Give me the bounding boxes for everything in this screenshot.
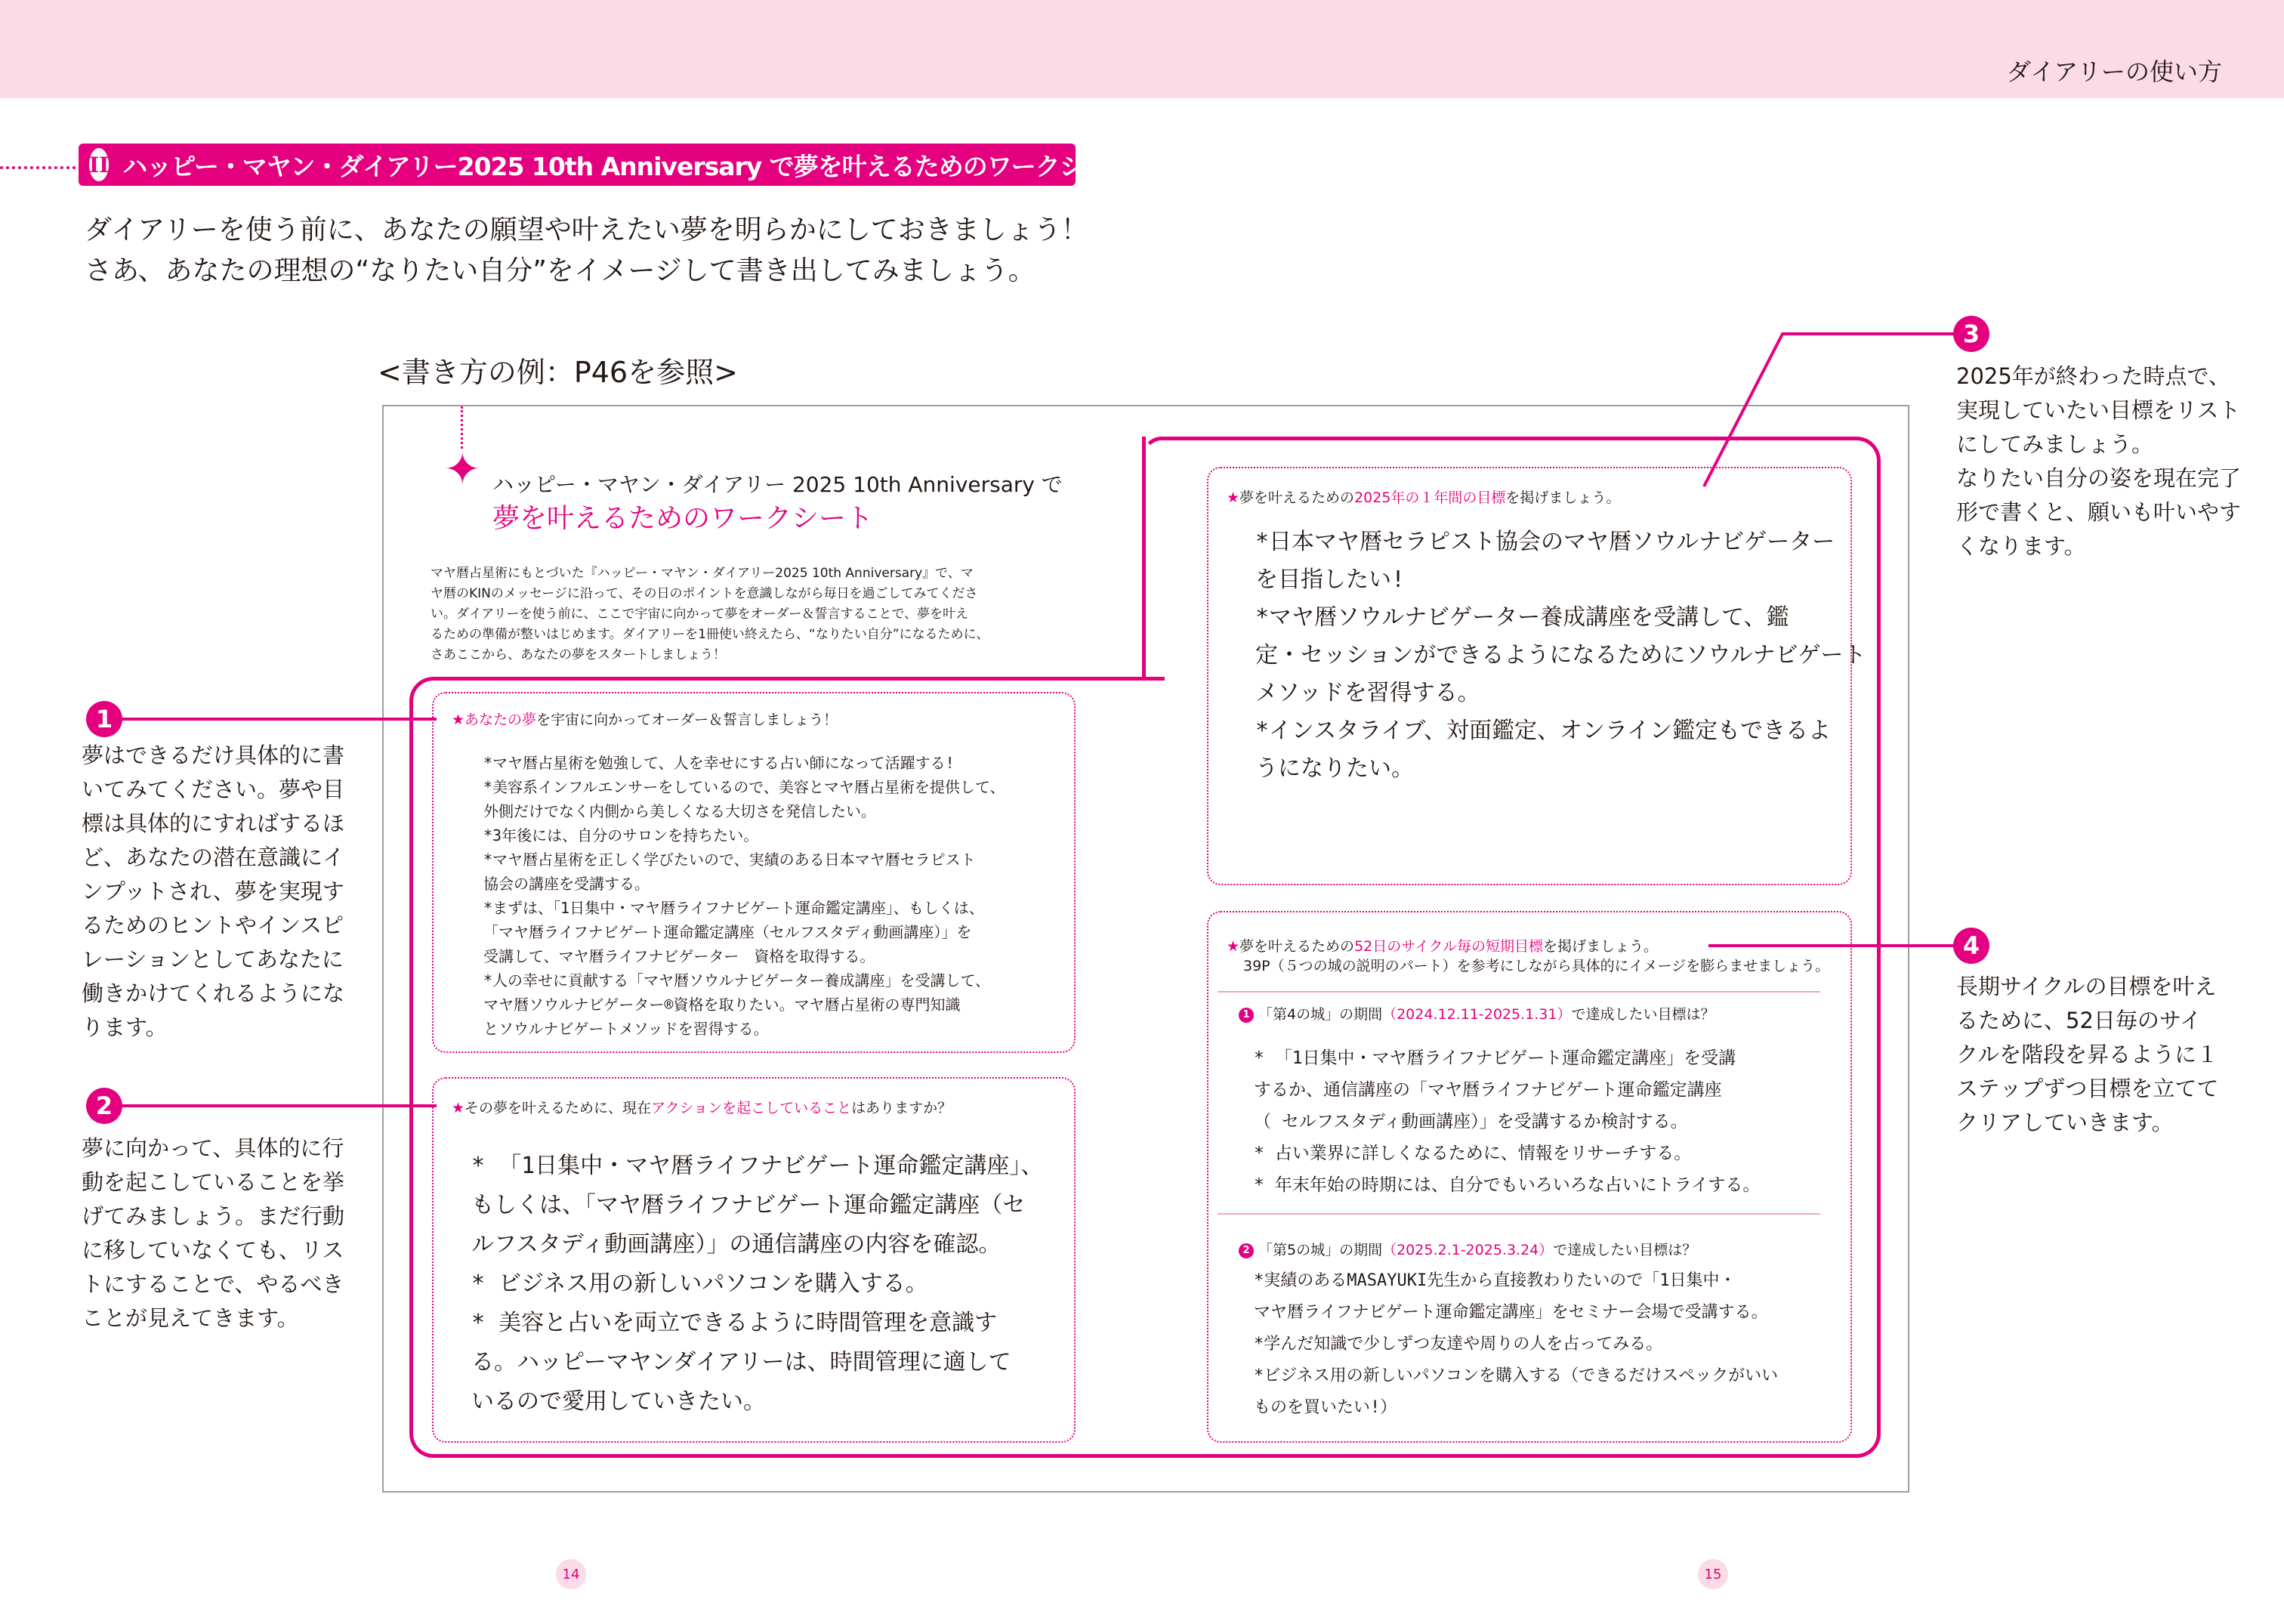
callout-line: ンプットされ、夢を実現す (82, 878, 344, 904)
section-title: ハッピー・マヤン・ダイアリー2025 10th Anniversary で夢を叶えるためのワークシート (122, 151, 1132, 181)
callout-line: トにすることで、やるべき (82, 1271, 344, 1297)
intro-line-1: ダイアリーを使う前に、あなたの願望や叶えたい夢を明らかにしておきましょう！ (85, 215, 1088, 245)
callout-line: 実現していたい目標をリスト (1956, 397, 2241, 423)
callout-line: 動を起こしていることを挙 (82, 1169, 345, 1195)
heading-text: 夢を叶えるための (1239, 489, 1355, 506)
callout-2-leader (121, 1104, 437, 1107)
period-5-line: *学んだ知識で少しずつ友達や周りの人を占ってみる。 (1254, 1335, 1663, 1354)
callout-4-badge: 4 (1953, 928, 1989, 964)
dream-line: *3年後には、自分のサロンを持ちたい。 (483, 826, 759, 844)
star-icon: ★ (452, 1100, 465, 1116)
dream-line: *マヤ暦占星術を正しく学びたいので、実績のある日本マヤ暦セラピスト (483, 851, 976, 869)
heading-text: を宇宙に向かってオーダー＆誓言しましょう！ (536, 712, 838, 728)
callout-line: るために、52日毎のサイ (1956, 1008, 2202, 1033)
yearly-goal-box-heading (1227, 486, 1620, 507)
period-5-line: マヤ暦ライフナビゲート運命鑑定講座」をセミナー会場で受講する。 (1254, 1303, 1768, 1322)
callout-line: 標は具体的にすればするほ (82, 810, 345, 836)
callout-line: 働きかけてくれるようにな (82, 980, 345, 1006)
intro-line-2: さあ、あなたの理想の“なりたい自分”をイメージして書き出してみましょう。 (85, 255, 1036, 286)
section-title-band (79, 144, 1132, 186)
callout-2-badge: 2 (86, 1088, 122, 1124)
number-badge: 2 (1239, 1243, 1254, 1258)
callout-line: ります。 (82, 1014, 168, 1040)
divider (1218, 1213, 1820, 1215)
callout-line: に移していなくても、リス (82, 1237, 344, 1263)
yearly-goal-line: メソッドを習得する。 (1255, 680, 1480, 706)
star-icon: ★ (1227, 938, 1240, 955)
heading-highlight: アクションを起こしていること (651, 1100, 852, 1116)
period-5-line: *実績のあるMASAYUKI先生から直接教わりたいので「1日集中・ (1254, 1271, 1736, 1290)
action-box-heading (452, 1097, 952, 1117)
period-5-heading (1239, 1239, 1696, 1259)
period-5-line: *ビジネス用の新しいパソコンを購入する（できるだけスペックがいい (1254, 1366, 1779, 1385)
heading-text: はありますか？ (851, 1100, 952, 1116)
period-label: 「第4の城」の期間 (1258, 1006, 1383, 1023)
dream-line: *マヤ暦占星術を勉強して、人を幸せにする占い師になって活躍する! (483, 754, 955, 772)
yearly-goal-line: を目指したい! (1255, 567, 1406, 593)
callout-line: 2025年が終わった時点で、 (1956, 363, 2230, 389)
period-4-line: するか、通信講座の「マヤ暦ライフナビゲート運命鑑定講座 (1254, 1080, 1722, 1100)
dream-line: *まずは、「1日集中・マヤ暦ライフナビゲート運命鑑定講座」、もしくは、 (483, 899, 984, 917)
dream-line: マヤ暦ソウルナビゲーター®資格を取りたい。マヤ暦占星術の専門知識 (483, 996, 961, 1014)
callout-3-leader (1692, 325, 1979, 491)
worksheet-intro-line: さあここから、あなたの夢をスタートしましょう！ (431, 647, 726, 662)
callout-line: 夢はできるだけ具体的に書 (82, 743, 345, 768)
action-line: * 「1日集中・マヤ暦ライフナビゲート運命鑑定講座」、 (471, 1153, 1044, 1179)
yearly-goal-line: 定・セッションができるようになるためにソウルナビゲート (1255, 642, 1866, 668)
callout-1-leader (121, 718, 437, 721)
heading-highlight: 52日のサイクル毎の短期目標 (1354, 938, 1543, 955)
star-icon: ★ (1227, 489, 1240, 506)
period-label: で達成したい目標は？ (1553, 1242, 1697, 1258)
period-4-line: * 年末年始の時期には、自分でもいろいろな占いにトライする。 (1254, 1175, 1761, 1195)
heading-text: 夢を叶えるための (1239, 938, 1355, 955)
dream-line: 受講して、マヤ暦ライフナビゲーター 資格を取得する。 (483, 947, 875, 965)
callout-4-leader (1708, 944, 1958, 947)
star-icon: ★ (452, 712, 465, 728)
frame-step-line (1142, 437, 1146, 681)
callout-3-badge: 3 (1953, 316, 1989, 352)
action-line: る。ハッピーマヤンダイアリーは、時間管理に適して (471, 1349, 1011, 1375)
action-line: * ビジネス用の新しいパソコンを購入する。 (471, 1270, 928, 1297)
worksheet-intro-line: マヤ暦占星術にもとづいた『ハッピー・マヤン・ダイアリー2025 10th Anniversary』で、マ (431, 566, 974, 581)
cycle-goal-box-heading (1227, 935, 1658, 956)
callout-line: るためのヒントやインスピ (82, 912, 344, 938)
heading-text: を掲げましょう。 (1505, 489, 1621, 506)
cycle-goal-subtext: 39P（５つの城の説明のパート）を参考にしながら具体的にイメージを膨らませましょう。 (1243, 958, 1830, 974)
period-label: 「第5の城」の期間 (1258, 1242, 1383, 1258)
action-line: いるので愛用していきたい。 (471, 1388, 766, 1415)
heading-highlight: 2025年の１年間の目標 (1354, 489, 1506, 506)
callout-line: 長期サイクルの目標を叶え (1956, 974, 2217, 999)
section-label: ダイアリーの使い方 (2006, 57, 2222, 86)
heading-text: その夢を叶えるために、現在 (465, 1100, 652, 1116)
callout-2-text (82, 1132, 344, 1335)
callout-line: 形で書くと、願いも叶いやす (1956, 499, 2242, 525)
divider (1218, 991, 1820, 993)
dream-line: *美容系インフルエンサーをしているので、美容とマヤ暦占星術を提供して、 (483, 778, 1005, 796)
period-5-line: ものを買いたい!） (1254, 1398, 1397, 1417)
callout-line: くなります。 (1956, 533, 2086, 559)
callout-3-text (1956, 360, 2241, 563)
example-label: <書き方の例：P46を参照> (378, 356, 738, 389)
yearly-goal-line: うになりたい。 (1255, 755, 1414, 782)
callout-line: げてみましょう。まだ行動 (82, 1203, 345, 1229)
yearly-goal-line: *マヤ暦ソウルナビゲーター養成講座を受講して、鑑 (1255, 604, 1789, 631)
heading-text: を掲げましょう。 (1542, 938, 1658, 955)
dream-line: 協会の講座を受講する。 (483, 875, 650, 893)
dotted-leader (0, 166, 76, 169)
worksheet-title-line-1: ハッピー・マヤン・ダイアリー 2025 10th Anniversary で (492, 472, 1063, 497)
callout-1-text (82, 739, 344, 1045)
dream-line: 外側だけでなく内側から美しくなる大切さを発信したい。 (483, 802, 876, 820)
callout-4-text (1956, 970, 2218, 1140)
heading-highlight: あなたの夢 (465, 712, 537, 728)
callout-line: ステップずつ目標を立てて (1956, 1076, 2219, 1101)
dream-line: とソウルナビゲートメソッドを習得する。 (483, 1020, 769, 1038)
roman-numeral-badge: II (89, 148, 109, 181)
page-number-left: 14 (556, 1559, 586, 1589)
period-4-heading (1239, 1003, 1715, 1023)
worksheet-intro-line: ヤ暦のKINのメッセージに沿って、その日のポイントを意識しながら毎日を過ごしてみてくださ (431, 586, 978, 601)
callout-line: ことが見えてきます。 (82, 1305, 299, 1331)
number-badge: 1 (1239, 1008, 1254, 1023)
worksheet-intro-line: るための準備が整いはじめます。ダイアリーを1冊使い終えたら、“なりたい自分”になるために、 (431, 627, 989, 642)
callout-line: ど、あなたの潜在意識にイ (82, 844, 345, 870)
dream-line: *人の幸せに貢献する「マヤ暦ソウルナビゲーター養成講座」を受講して、 (483, 971, 991, 990)
callout-line: いてみてください。夢や目 (82, 776, 345, 802)
yearly-goal-line: *インスタライブ、対面鑑定、オンライン鑑定もできるよ (1255, 718, 1832, 744)
callout-line: クリアしていきます。 (1956, 1110, 2174, 1135)
period-label: で達成したい目標は？ (1571, 1006, 1715, 1023)
dream-line: 「マヤ暦ライフナビゲート運命鑑定講座（セルフスタディ動画講座）」を (483, 923, 972, 941)
callout-1-badge: 1 (86, 701, 122, 737)
callout-line: にしてみましょう。 (1956, 431, 2154, 457)
sparkle-icon: ✦ (444, 443, 481, 495)
dream-order-box-heading (452, 709, 838, 729)
action-line: もしくは、「マヤ暦ライフナビゲート運命鑑定講座（セ (471, 1192, 1026, 1218)
worksheet-title-line-2: 夢を叶えるためのワークシート (492, 503, 874, 534)
callout-line: レーションとしてあなたに (82, 946, 344, 972)
callout-line: クルを階段を昇るように１ (1956, 1042, 2219, 1067)
action-line: * 美容と占いを両立できるように時間管理を意識す (471, 1310, 998, 1336)
top-header-bar (0, 0, 2284, 98)
period-dates: （2024.12.11-2025.1.31） (1382, 1006, 1572, 1023)
period-4-line: * 「1日集中・マヤ暦ライフナビゲート運命鑑定講座」を受講 (1254, 1048, 1736, 1068)
yearly-goal-line: *日本マヤ暦セラピスト協会のマヤ暦ソウルナビゲーター (1255, 529, 1835, 555)
callout-line: 夢に向かって、具体的に行 (82, 1135, 344, 1161)
page-number-right: 15 (1698, 1559, 1728, 1589)
sparkle-leader (461, 406, 463, 449)
worksheet-intro-line: い。ダイアリーを使う前に、ここで宇宙に向かって夢をオーダー＆誓言することで、夢を叶え (431, 607, 969, 622)
period-4-line: * 占い業界に詳しくなるために、情報をリサーチする。 (1254, 1144, 1692, 1163)
callout-line: なりたい自分の姿を現在完了 (1956, 465, 2242, 491)
period-dates: （2025.2.1-2025.3.24） (1382, 1242, 1554, 1258)
action-line: ルフスタディ動画講座）」の通信講座の内容を確認。 (471, 1231, 1002, 1258)
period-4-line: （ セルフスタディ動画講座）」を受講するか検討する。 (1254, 1112, 1688, 1132)
